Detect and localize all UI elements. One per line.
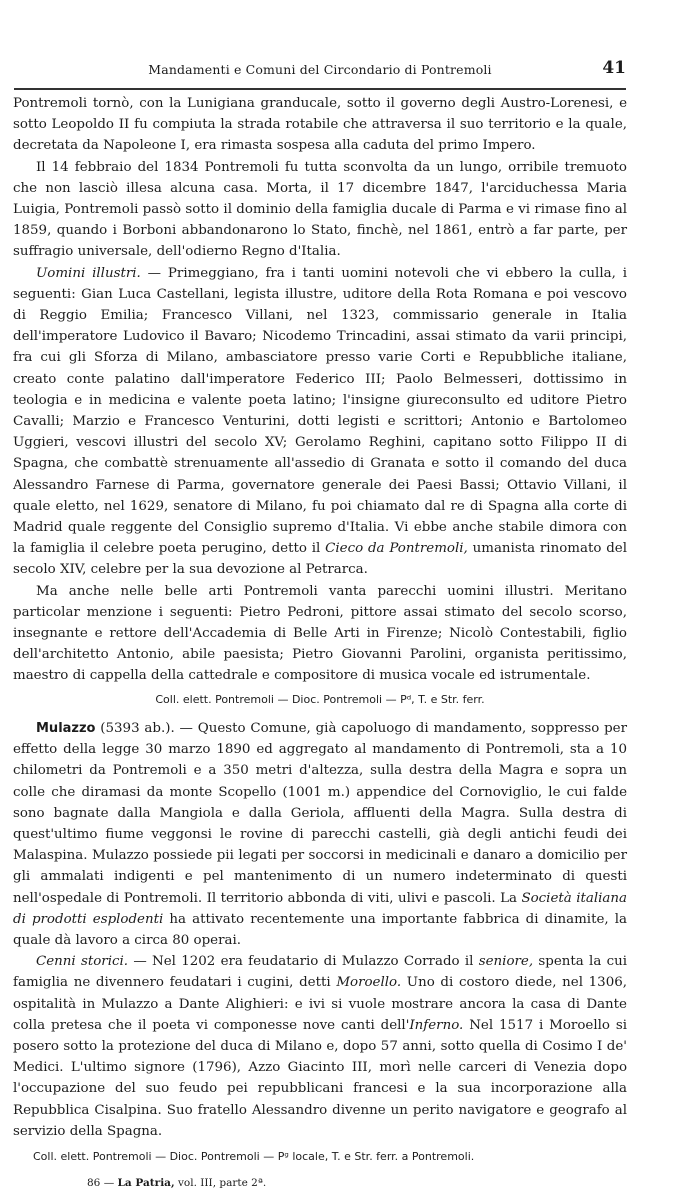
text-segment: Uno di costoro diede, nel 1306, ospitalità in Mulazzo a Dante Alighieri: e ivi si vuole mostrare ancora la casa di Dante colla pretesa che il poeta vi componesse nove canti dell' bbox=[13, 975, 627, 1033]
running-title: Mandamenti e Comuni del Circondario di Pontremoli bbox=[148, 62, 492, 77]
paragraph-pontremoli-earthquake: Il 14 febbraio del 1834 Pontremoli fu tutta sconvolta da un lungo, orribile tremuoto che non lasciò illesa alcuna casa. Morta, il 17 dicembre 1847, l'arciduchessa Maria Luigia, Pontremoli passò sotto il dominio della famiglia ducale di Parma e vi rimase fino al 1859, quando i Borboni abbandonarono lo Stato, finchè, nel 1861, entrò a far parte, per suffragio universale, dell'odierno Regno d'Italia. bbox=[13, 159, 627, 260]
paragraph-mulazzo-intro bbox=[13, 718, 627, 951]
section-label-uomini-illustri: Uomini illustri. bbox=[36, 265, 141, 281]
text-segment: Nel 1517 i Moroello si posero sotto la protezione del duca di Milano e, dopo 57 anni, sotto quella di Cosimo I de' Medici. L'ultimo signore (1796), Azzo Giacinto III, morì nelle carceri di Venezia dopo l'occupazione del suo feudo pei repubblicani francesi e la sua incorporazione alla Repubblica Cisalpina. Suo fratello Alessandro divenne un perito navigatore e geografo al servizio della Spagna. bbox=[13, 1017, 627, 1139]
paragraph-belle-arti: Ma anche nelle belle arti Pontremoli vanta parecchi uomini illustri. Meritano particolar menzione i seguenti: Pietro Pedroni, pittore assai stimato del secolo scorso, insegnante e rettore dell'Accademia di Belle Arti in Firenze; Nicolò Contestabili, figlio dell'architetto Antonio, abile paesista; Pietro Giovanni Parolini, organista peritissimo, maestro di cappella della cattedrale e compositore di musica vocale ed istrumentale. bbox=[13, 583, 627, 684]
italic-segment: Inferno. bbox=[409, 1017, 464, 1033]
work-title: La Patria, bbox=[117, 1177, 175, 1190]
italic-segment: seniore, bbox=[478, 954, 534, 970]
italic-segment: Società italiana di prodotti esplodenti bbox=[13, 890, 627, 927]
population: (5393 ab.). bbox=[100, 720, 175, 736]
entry-name-mulazzo: Mulazzo bbox=[36, 720, 96, 736]
paragraph-cenni-storici bbox=[13, 951, 627, 1142]
page-body bbox=[13, 93, 627, 1194]
collegio-line-pontremoli: Coll. elett. Pontremoli — Dioc. Pontremoli — Pᵈ, T. e Str. ferr. bbox=[155, 692, 485, 706]
collegio-line-mulazzo: Coll. elett. Pontremoli — Dioc. Pontremoli — Pᵍ locale, T. e Str. ferr. a Pontremoli. bbox=[33, 1149, 475, 1163]
text-segment: — Nel 1202 era feudatario di Mulazzo Corrado il bbox=[128, 954, 479, 970]
section-label-cenni-storici: Cenni storici. bbox=[36, 954, 129, 970]
text-segment: umanista rinomato del secolo XIV, celebre per la sua devozione al Petrarca. bbox=[13, 541, 627, 578]
signature-footer bbox=[13, 1173, 627, 1194]
signature-number: 86 — bbox=[87, 1177, 118, 1190]
page-number: 41 bbox=[602, 58, 626, 78]
volume-info: vol. III, parte 2ª. bbox=[174, 1177, 267, 1190]
italic-segment: Cieco da Pontremoli, bbox=[325, 541, 468, 557]
header-rule bbox=[14, 88, 626, 90]
italic-segment: Moroello. bbox=[336, 975, 402, 991]
text-segment: spenta la cui famiglia ne divennero feudatari i cugini, detti bbox=[13, 954, 627, 991]
running-head bbox=[14, 58, 626, 82]
text-segment: — Questo Comune, già capoluogo di mandamento, soppresso per effetto della legge 30 marzo 1890 ed aggregato al mandamento di Pontremoli, sta a 10 chilometri da Pontremoli e a 350 metri d'altezza, sulla destra della Magra e sopra un colle che diramasi da monte Scopello (1001 m.) appendice del Cornoviglio, le cui falde sono bagnate dalla Mangiola e dalla Geriola, affluenti della Magra. Sulla destra di quest'ultimo fiume veggonsi le rovine di parecchi castelli, già degli antichi feudi dei Malaspina. Mulazzo possiede pii legati per soccorsi in medicinali e danaro a domicilio per gli ammalati indigenti e pel mantenimento di un numero indeterminato di questi nell'ospedale di Pontremoli. Il territorio abbonda di viti, ulivi e pascoli. La bbox=[13, 720, 627, 906]
paragraph-uomini-illustri bbox=[13, 263, 627, 581]
text-segment: — Primeggiano, fra i tanti uomini notevoli che vi ebbero la culla, i seguenti: Gian Luca Castellani, legista illustre, uditore della Rota Romana e poi vescovo di Reggio Emilia; Francesco Villani, nel 1323, commissario generale in Italia dell'imperatore Ludovico il Bavaro; Nicodemo Trincadini, assai stimato da varii principi, fra cui gli Sforza di Milano, ambasciatore presso varie Corti e Repubbliche italiane, creato conte palatino dall'imperatore Federico III; Paolo Belmesseri, dottissimo in teologia e in medicina e valente poeta latino; l'insigne giureconsulto ed uditore Pietro Cavalli; Marzio e Francesco Venturini, dotti legisti e scrittori; Antonio e Bartolomeo Uggieri, vescovi illustri del secolo XV; Gerolamo Reghini, capitano sotto Filippo II di Spagna, che combattè strenuamente all'assedio di Granata e sotto il comando del duca Alessandro Farnese di Parma, governatore generale dei Paesi Bassi; Ottavio Villani, il quale eletto, nel 1629, senatore di Milano, fu poi chiamato dal re di Spagna alla corte di Madrid quale reggente del Consiglio supremo d'Italia. Vi ebbe anche stabile dimora con la famiglia il celebre poeta perugino, detto il bbox=[13, 265, 628, 557]
paragraph-pontremoli-unification: Pontremoli tornò, con la Lunigiana granducale, sotto il governo degli Austro-Lorenesi, e sotto Leopoldo II fu compiuta la strada rotabile che attraversa il suo territorio e la quale, decretata da Napoleone I, era rimasta sospesa alla caduta del primo Impero. bbox=[13, 96, 627, 154]
text-segment: ha attivato recentemente una importante fabbrica di dinamite, la quale dà lavoro a circa 80 operai. bbox=[13, 911, 627, 948]
